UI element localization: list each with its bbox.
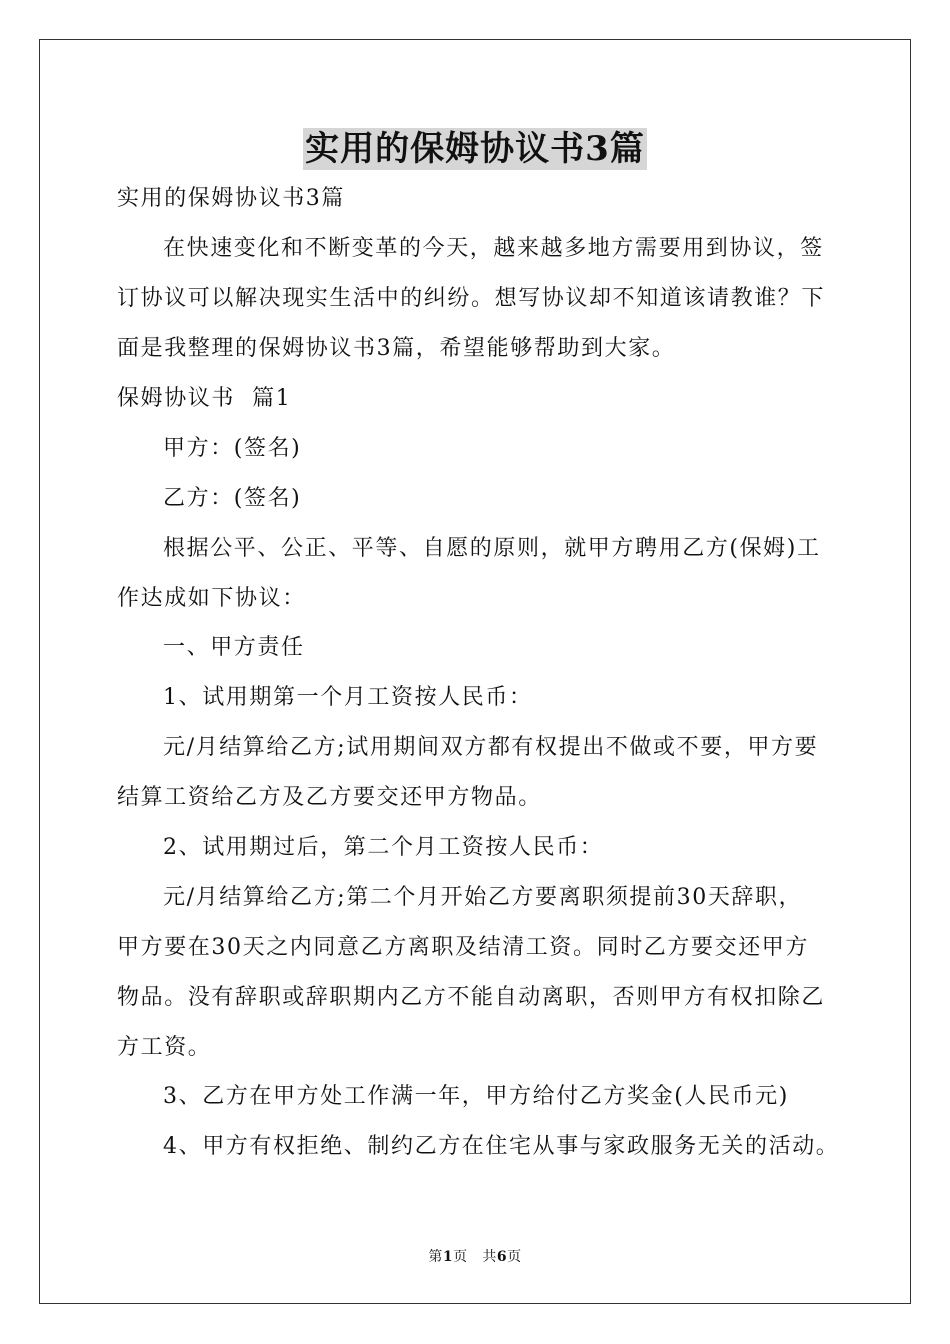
party-b-line: 乙方：(签名) bbox=[163, 486, 302, 511]
party-a-line: 甲方：(签名) bbox=[163, 436, 302, 461]
clause-line: 3、乙方在甲方处工作满一年，甲方给付乙方奖金(人民币元) bbox=[163, 1084, 789, 1109]
paragraph-line: 订协议可以解决现实生活中的纠纷。想写协议却不知道该请教谁？下 bbox=[117, 286, 826, 311]
document-title: 实用的保姆协议书3篇 bbox=[305, 129, 645, 169]
paragraph-line: 面是我整理的保姆协议书3篇，希望能够帮助到大家。 bbox=[117, 336, 676, 361]
subtitle-line: 实用的保姆协议书3篇 bbox=[117, 186, 345, 211]
page-footer bbox=[0, 1246, 950, 1266]
footer-page-number: 1 bbox=[442, 1249, 454, 1265]
clause-heading: 一、甲方责任 bbox=[163, 635, 305, 660]
footer-prefix: 第 bbox=[428, 1249, 443, 1265]
document-title-wrap bbox=[0, 128, 950, 170]
footer-total-pages: 6 bbox=[496, 1249, 508, 1265]
clause-line: 元/月结算给乙方;第二个月开始乙方要离职须提前30天辞职， bbox=[163, 885, 803, 910]
clause-line: 1、试用期第一个月工资按人民币： bbox=[163, 685, 533, 710]
clause-line: 甲方要在30天之内同意乙方离职及结清工资。同时乙方要交还甲方 bbox=[117, 935, 809, 960]
footer-suffix: 页 bbox=[507, 1249, 522, 1265]
page-border bbox=[39, 39, 911, 1304]
clause-line: 元/月结算给乙方;试用期间双方都有权提出不做或不要，甲方要 bbox=[163, 735, 819, 760]
paragraph-line: 根据公平、公正、平等、自愿的原则，就甲方聘用乙方(保姆)工 bbox=[163, 536, 821, 561]
paragraph-line: 作达成如下协议： bbox=[117, 586, 306, 611]
section-heading: 保姆协议书 篇1 bbox=[117, 386, 292, 411]
clause-line: 物品。没有辞职或辞职期内乙方不能自动离职，否则甲方有权扣除乙 bbox=[117, 985, 826, 1010]
footer-mid: 页 共 bbox=[453, 1249, 497, 1265]
clause-line: 4、甲方有权拒绝、制约乙方在住宅从事与家政服务无关的活动。 bbox=[163, 1134, 840, 1159]
clause-line: 方工资。 bbox=[117, 1035, 212, 1060]
clause-line: 2、试用期过后，第二个月工资按人民币： bbox=[163, 835, 604, 860]
clause-line: 结算工资给乙方及乙方要交还甲方物品。 bbox=[117, 785, 542, 810]
paragraph-line: 在快速变化和不断变革的今天，越来越多地方需要用到协议，签 bbox=[163, 236, 824, 261]
